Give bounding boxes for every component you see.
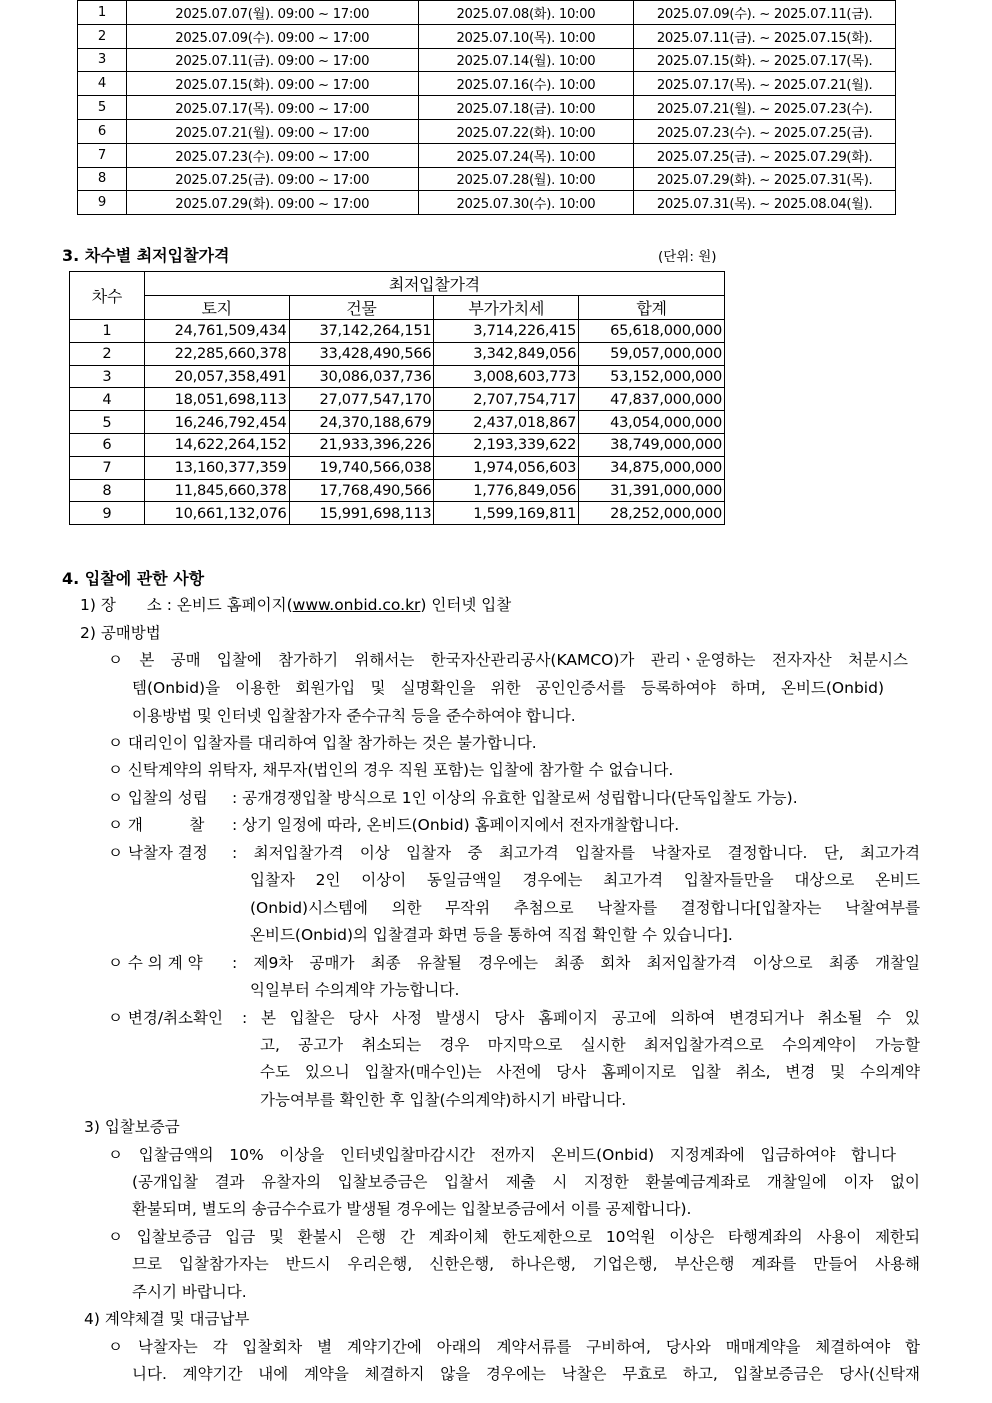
schedule-cell-period: 2025.07.15(화). 09:00 ~ 17:00: [126, 72, 418, 96]
contract-p1-line1: ㅇ 낙찰자는 각 입찰회차 별 계약기간에 아래의 계약서류를 구비하여, 당사와 매매계약을 체결하여야 합: [108, 1338, 920, 1356]
schedule-cell-period: 2025.07.11(금). 09:00 ~ 17:00: [126, 48, 418, 72]
price-row: [70, 365, 725, 388]
contract-p1-line2: 니다. 계약기간 내에 계약을 체결하지 않을 경우에는 낙찰은 무효로 하고, 입찰보증금은 당사(신탁재: [132, 1365, 920, 1383]
price-cell-total: 43,054,000,000: [579, 411, 725, 434]
price-cell-building: 37,142,264,151: [289, 320, 434, 343]
method-p1-line1: ㅇ 본 공매 입찰에 참가하기 위해서는 한국자산관리공사(KAMCO)가 관리ㆍ운영하는 전자자산 처분시스: [108, 651, 908, 669]
section4-title: 4. 입찰에 관한 사항: [62, 569, 205, 588]
deposit-p2-line3: 주시기 바랍니다.: [132, 1283, 247, 1301]
method-p6-line4: 온비드(Onbid)의 입찰결과 화면 등을 통하여 직접 확인할 수 있습니다].: [250, 926, 733, 944]
price-cell-vat: 1,974,056,603: [434, 456, 579, 479]
schedule-cell-contract: 2025.07.09(수). ~ 2025.07.11(금).: [634, 1, 896, 25]
price-cell-no: 2: [70, 342, 145, 365]
price-cell-vat: 2,437,018,867: [434, 411, 579, 434]
method-p8-line2: 고, 공고가 취소되는 경우 마지막으로 실시한 최저입찰가격으로 수의계약이 가능할: [260, 1036, 920, 1054]
schedule-row: [78, 48, 896, 72]
method-p1-line2: 템(Onbid)을 이용한 회원가입 및 실명확인을 위한 공인인증서를 등록하여야 하며, 온비드(Onbid): [132, 679, 884, 697]
method-p5-text: : 상기 일정에 따라, 온비드(Onbid) 홈페이지에서 전자개찰합니다.: [232, 816, 680, 834]
schedule-cell-period: 2025.07.29(화). 09:00 ~ 17:00: [126, 191, 418, 215]
schedule-cell-opening: 2025.07.18(금). 10:00: [418, 96, 634, 120]
schedule-cell-no: 2: [78, 24, 127, 48]
method-p6-line1: : 최저입찰가격 이상 입찰자 중 최고가격 입찰자를 낙찰자로 결정합니다. 단, 최고가격: [232, 844, 920, 862]
schedule-row: [78, 1, 896, 25]
schedule-cell-no: 1: [78, 1, 127, 25]
method-p4-text: : 공개경쟁입찰 방식으로 1인 이상의 유효한 입찰로써 성립합니다(단독입찰도 가능).: [232, 789, 798, 807]
method-p7-line2: 익일부터 수의계약 가능합니다.: [250, 981, 460, 999]
price-cell-no: 5: [70, 411, 145, 434]
price-cell-no: 9: [70, 502, 145, 525]
price-cell-total: 65,618,000,000: [579, 320, 725, 343]
schedule-cell-contract: 2025.07.21(월). ~ 2025.07.23(수).: [634, 96, 896, 120]
method-p8-line1: : 본 입찰은 당사 사정 발생시 당사 홈페이지 공고에 의하여 변경되거나 취소될 수 있: [242, 1009, 920, 1027]
schedule-cell-period: 2025.07.07(월). 09:00 ~ 17:00: [126, 1, 418, 25]
schedule-cell-contract: 2025.07.17(목). ~ 2025.07.21(월).: [634, 72, 896, 96]
price-cell-total: 47,837,000,000: [579, 388, 725, 411]
schedule-cell-contract: 2025.07.23(수). ~ 2025.07.25(금).: [634, 119, 896, 143]
schedule-cell-contract: 2025.07.29(화). ~ 2025.07.31(목).: [634, 167, 896, 191]
method-p8-line4: 가능여부를 확인한 후 입찰(수의계약)하시기 바랍니다.: [260, 1091, 627, 1109]
schedule-row: [78, 24, 896, 48]
price-row: [70, 433, 725, 456]
schedule-cell-no: 7: [78, 143, 127, 167]
schedule-cell-opening: 2025.07.22(화). 10:00: [418, 119, 634, 143]
schedule-cell-contract: 2025.07.31(목). ~ 2025.08.04(월).: [634, 191, 896, 215]
method-p1-line3: 이용방법 및 인터넷 입찰참가자 준수규칙 등을 준수하여야 합니다.: [132, 707, 576, 725]
price-cell-building: 30,086,037,736: [289, 365, 434, 388]
price-row: [70, 388, 725, 411]
method-p8-line3: 수도 있으니 입찰자(매수인)는 사전에 당사 홈페이지로 입찰 취소, 변경 및 수의계약: [260, 1063, 920, 1081]
header-building: 건물: [289, 296, 434, 320]
method-p4-label: ㅇ 입찰의 성립: [108, 789, 208, 807]
method-p2: ㅇ 대리인이 입찰자를 대리하여 입찰 참가하는 것은 불가합니다.: [108, 734, 537, 752]
header-total: 합계: [579, 296, 725, 320]
header-vat: 부가가치세: [434, 296, 579, 320]
header-land: 토지: [144, 296, 289, 320]
price-cell-land: 13,160,377,359: [144, 456, 289, 479]
schedule-cell-no: 8: [78, 167, 127, 191]
price-row: [70, 411, 725, 434]
price-cell-land: 14,622,264,152: [144, 433, 289, 456]
schedule-cell-no: 3: [78, 48, 127, 72]
deposit-p1-line2: (공개입찰 결과 유찰자의 입찰보증금은 입찰서 제출 시 지정한 환불예금계좌로 개찰일에 이자 없이: [132, 1173, 920, 1191]
schedule-cell-period: 2025.07.21(월). 09:00 ~ 17:00: [126, 119, 418, 143]
schedule-cell-period: 2025.07.23(수). 09:00 ~ 17:00: [126, 143, 418, 167]
price-cell-land: 22,285,660,378: [144, 342, 289, 365]
method-p8-label: ㅇ 변경/취소확인: [108, 1009, 223, 1027]
price-cell-no: 3: [70, 365, 145, 388]
price-cell-land: 18,051,698,113: [144, 388, 289, 411]
method-p6-line2: 입찰자 2인 이상이 동일금액일 경우에는 최고가격 입찰자들만을 대상으로 온비드: [250, 871, 920, 889]
price-cell-no: 6: [70, 433, 145, 456]
price-cell-building: 24,370,188,679: [289, 411, 434, 434]
method-p3: ㅇ 신탁계약의 위탁자, 채무자(법인의 경우 직원 포함)는 입찰에 참가할 수 없습니다.: [108, 761, 674, 779]
deposit-title: 3) 입찰보증금: [84, 1118, 180, 1136]
price-cell-total: 53,152,000,000: [579, 365, 725, 388]
price-cell-total: 34,875,000,000: [579, 456, 725, 479]
price-cell-building: 17,768,490,566: [289, 479, 434, 502]
schedule-table: [77, 0, 896, 215]
schedule-cell-period: 2025.07.25(금). 09:00 ~ 17:00: [126, 167, 418, 191]
price-row: [70, 502, 725, 525]
price-row: [70, 342, 725, 365]
place-suffix: ) 인터넷 입찰: [420, 596, 512, 614]
schedule-cell-no: 6: [78, 119, 127, 143]
schedule-cell-opening: 2025.07.24(목). 10:00: [418, 143, 634, 167]
price-cell-vat: 3,714,226,415: [434, 320, 579, 343]
contract-title: 4) 계약체결 및 대금납부: [84, 1310, 250, 1328]
price-row: [70, 456, 725, 479]
method-p6-line3: (Onbid)시스템에 의한 무작위 추첨으로 낙찰자를 결정합니다[입찰자는 낙찰여부를: [250, 899, 920, 917]
place-prefix: 1) 장 소 : 온비드 홈페이지(: [80, 596, 293, 614]
schedule-cell-opening: 2025.07.30(수). 10:00: [418, 191, 634, 215]
price-cell-vat: 1,599,169,811: [434, 502, 579, 525]
price-cell-vat: 1,776,849,056: [434, 479, 579, 502]
method-p6-label: ㅇ 낙찰자 결정: [108, 844, 208, 862]
schedule-cell-period: 2025.07.09(수). 09:00 ~ 17:00: [126, 24, 418, 48]
header-min-price: 최저입찰가격: [144, 272, 724, 296]
schedule-cell-opening: 2025.07.10(목). 10:00: [418, 24, 634, 48]
price-row: [70, 479, 725, 502]
price-cell-building: 15,991,698,113: [289, 502, 434, 525]
price-cell-land: 24,761,509,434: [144, 320, 289, 343]
min-price-table: [69, 271, 725, 525]
price-cell-total: 59,057,000,000: [579, 342, 725, 365]
schedule-cell-contract: 2025.07.25(금). ~ 2025.07.29(화).: [634, 143, 896, 167]
price-cell-no: 7: [70, 456, 145, 479]
schedule-cell-no: 5: [78, 96, 127, 120]
price-cell-building: 21,933,396,226: [289, 433, 434, 456]
schedule-row: [78, 143, 896, 167]
price-cell-building: 19,740,566,038: [289, 456, 434, 479]
deposit-p1-line3: 환불되며, 별도의 송금수수료가 발생될 경우에는 입찰보증금에서 이를 공제합니다).: [132, 1200, 692, 1218]
method-title: 2) 공매방법: [80, 624, 161, 642]
price-cell-land: 16,246,792,454: [144, 411, 289, 434]
unit-label: (단위: 원): [658, 249, 717, 265]
schedule-cell-opening: 2025.07.14(월). 10:00: [418, 48, 634, 72]
deposit-p2-line2: 므로 입찰참가자는 반드시 우리은행, 신한은행, 하나은행, 기업은행, 부산은행 계좌를 만들어 사용해: [132, 1255, 920, 1273]
method-p7-line1: : 제9차 공매가 최종 유찰될 경우에는 최종 회차 최저입찰가격 이상으로 최종 개찰일: [232, 954, 920, 972]
schedule-cell-opening: 2025.07.08(화). 10:00: [418, 1, 634, 25]
schedule-row: [78, 72, 896, 96]
schedule-cell-contract: 2025.07.11(금). ~ 2025.07.15(화).: [634, 24, 896, 48]
schedule-cell-contract: 2025.07.15(화). ~ 2025.07.17(목).: [634, 48, 896, 72]
price-cell-land: 10,661,132,076: [144, 502, 289, 525]
onbid-link[interactable]: www.onbid.co.kr: [292, 596, 421, 614]
price-cell-building: 27,077,547,170: [289, 388, 434, 411]
price-cell-no: 4: [70, 388, 145, 411]
method-p5-label: ㅇ 개 찰: [108, 816, 205, 834]
schedule-cell-opening: 2025.07.28(월). 10:00: [418, 167, 634, 191]
method-p7-label: ㅇ 수 의 계 약: [108, 954, 203, 972]
place-line: [80, 593, 511, 615]
section3-title: 3. 차수별 최저입찰가격: [62, 246, 230, 265]
price-cell-vat: 3,342,849,056: [434, 342, 579, 365]
schedule-cell-period: 2025.07.17(목). 09:00 ~ 17:00: [126, 96, 418, 120]
schedule-row: [78, 119, 896, 143]
schedule-row: [78, 96, 896, 120]
deposit-p2-line1: ㅇ 입찰보증금 입금 및 환불시 은행 간 계좌이체 한도제한으로 10억원 이상은 타행계좌의 사용이 제한되: [108, 1228, 920, 1246]
price-cell-no: 8: [70, 479, 145, 502]
price-cell-total: 38,749,000,000: [579, 433, 725, 456]
price-cell-no: 1: [70, 320, 145, 343]
price-row: [70, 320, 725, 343]
price-cell-vat: 3,008,603,773: [434, 365, 579, 388]
price-cell-land: 11,845,660,378: [144, 479, 289, 502]
price-cell-building: 33,428,490,566: [289, 342, 434, 365]
schedule-cell-opening: 2025.07.16(수). 10:00: [418, 72, 634, 96]
schedule-cell-no: 4: [78, 72, 127, 96]
deposit-p1-line1: ㅇ 입찰금액의 10% 이상을 인터넷입찰마감시간 전까지 온비드(Onbid) 지정계좌에 입금하여야 합니다: [108, 1146, 896, 1164]
price-cell-total: 31,391,000,000: [579, 479, 725, 502]
schedule-row: [78, 167, 896, 191]
price-cell-vat: 2,707,754,717: [434, 388, 579, 411]
schedule-cell-no: 9: [78, 191, 127, 215]
price-cell-total: 28,252,000,000: [579, 502, 725, 525]
schedule-row: [78, 191, 896, 215]
price-cell-vat: 2,193,339,622: [434, 433, 579, 456]
header-round: 차수: [70, 272, 145, 320]
price-cell-land: 20,057,358,491: [144, 365, 289, 388]
